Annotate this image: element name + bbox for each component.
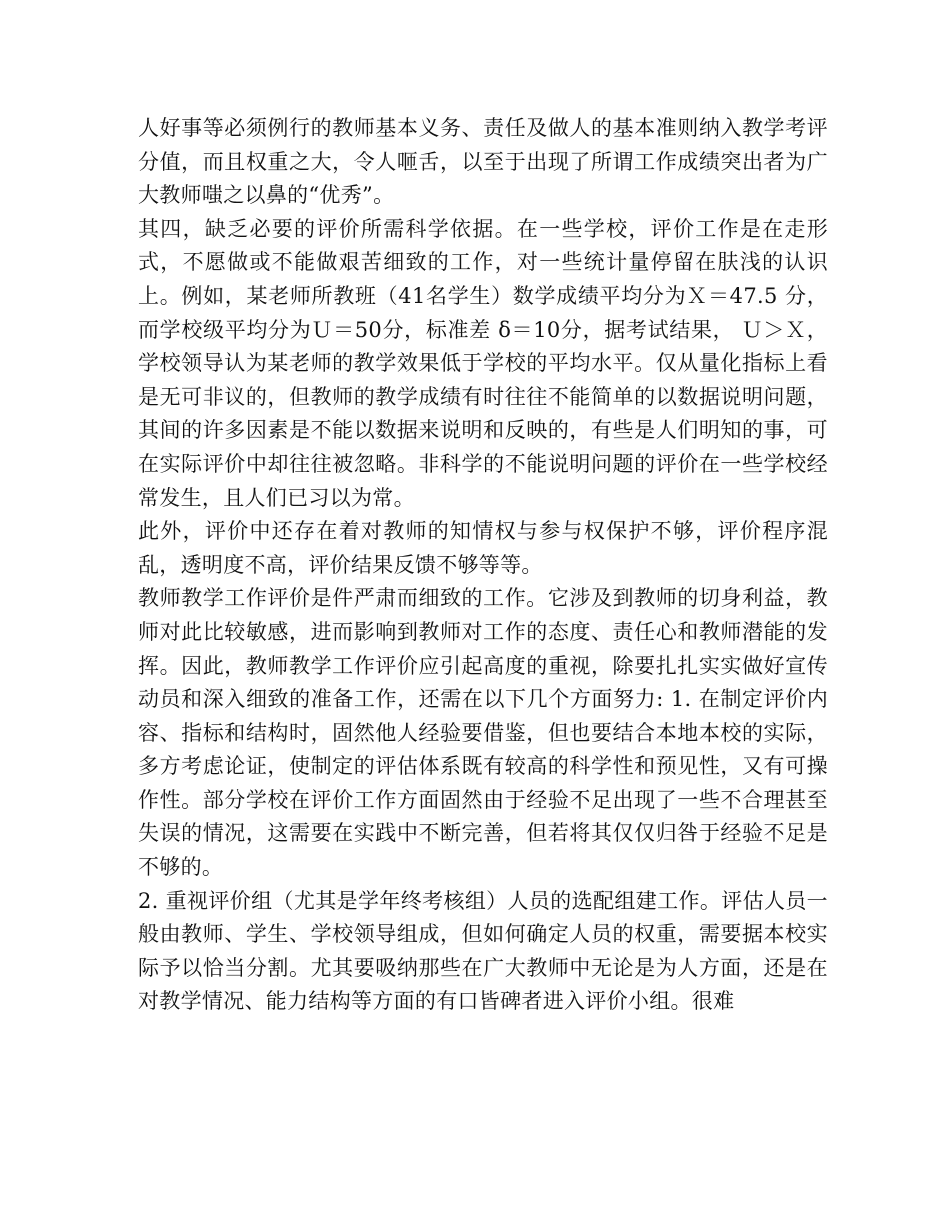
paragraph-2: 其四，缺乏必要的评价所需科学依据。在一些学校，评价工作是在走形式，不愿做或不能做艰苦细致的工作，对一些统计量停留在肤浅的认识上。例如，某老师所教班（41名学生）数学成绩平均分为Ｘ＝47.5 分，而学校级平均分为Ｕ＝50分，标准差 δ＝10分，据考试结果， Ｕ＞Ｘ，学校领导认为某老师的教学效果低于学校的平均水平。仅从量化指标上看是无可非议的，但教师的教学成绩有时往往不能简单的以数据说明问题，其间的许多因素是不能以数据来说明和反映的，有些是人们明知的事，可在实际评价中却往往被忽略。非科学的不能说明问题的评价在一些学校经常发生，且人们已习以为常。 xyxy=(138,216,828,510)
paragraph-4: 教师教学工作评价是件严肃而细致的工作。它涉及到教师的切身利益，教师对此比较敏感，进而影响到教师对工作的态度、责任心和教师潜能的发挥。因此，教师教学工作评价应引起高度的重视，除要扎扎实实做好宣传动员和深入细致的准备工作，还需在以下几个方面努力: 1. 在制定评价内容、指标和结构时，固然他人经验要借鉴，但也要结合本地本校的实际，多方考虑论证，使制定的评估体系既有较高的科学性和预见性，又有可操作性。部分学校在评价工作方面固然由于经验不足出现了一些不合理甚至失误的情况，这需要在实践中不断完善，但若将其仅仅归咎于经验不足是不够的。 xyxy=(138,586,828,880)
paragraph-5: 2. 重视评价组（尤其是学年终考核组）人员的选配组建工作。评估人员一般由教师、学生、学校领导组成，但如何确定人员的权重，需要据本校实际予以恰当分割。尤其要吸纳那些在广大教师中无论是为人方面，还是在对教学情况、能力结构等方面的有口皆碑者进入评价小组。很难 xyxy=(138,888,828,1014)
paragraph-3: 此外，评价中还存在着对教师的知情权与参与权保护不够，评价程序混乱，透明度不高，评价结果反馈不够等等。 xyxy=(138,519,828,577)
paragraph-1: 人好事等必须例行的教师基本义务、责任及做人的基本准则纳入教学考评分值，而且权重之大，令人咂舌，以至于出现了所谓工作成绩突出者为广大教师嗤之以鼻的“优秀”。 xyxy=(138,116,828,208)
document-body xyxy=(138,112,828,1019)
